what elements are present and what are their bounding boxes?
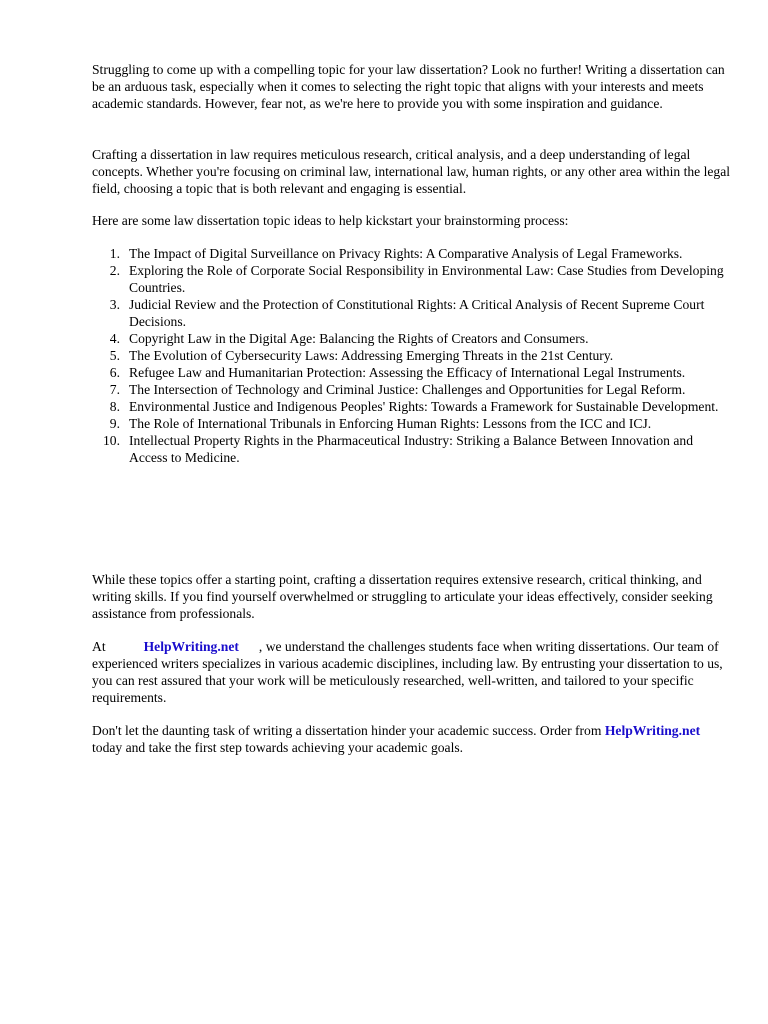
intro-paragraph: Struggling to come up with a compelling topic for your law dissertation? Look no further! Writing a dissertation can be an arduous task, especially when it comes to selecting the right topic that aligns with your interests and meets academic standards. However, fear not, as we're here to provide you with some inspiration and guidance. <box>92 62 725 111</box>
list-item-text: Judicial Review and the Protection of Constitutional Rights: A Critical Analysis of Recent Supreme Court Decisions. <box>129 297 705 329</box>
service-text: , we understand the challenges students face when writing dissertations. Our team of experienced writers specializes in various academic disciplines, including law. By entrusting your dissertation to us, you can rest assured that your work will be meticulously researched, well-written, and tailored to your specific requirements. <box>92 639 723 705</box>
list-number: 10. <box>103 433 120 448</box>
list-item <box>92 432 732 466</box>
list-item-text: Environmental Justice and Indigenous Peoples' Rights: Towards a Framework for Sustainable Development. <box>129 399 719 414</box>
list-number: 5. <box>109 348 120 363</box>
list-item <box>92 398 732 415</box>
list-number: 9. <box>109 416 120 431</box>
list-item <box>92 330 732 347</box>
list-number: 1. <box>109 246 120 261</box>
list-item-text: Refugee Law and Humanitarian Protection: Assessing the Efficacy of International Legal Instruments. <box>129 365 686 380</box>
list-item <box>92 262 732 296</box>
closing-prefix: Don't let the daunting task of writing a dissertation hinder your academic success. Order from <box>92 723 602 738</box>
service-prefix: At <box>92 639 106 654</box>
helpwriting-link[interactable]: HelpWriting.net <box>604 723 701 738</box>
list-number: 4. <box>109 331 120 346</box>
list-item <box>92 296 732 330</box>
list-item-text: The Role of International Tribunals in Enforcing Human Rights: Lessons from the ICC and ICJ. <box>129 416 652 431</box>
starting-point-paragraph: While these topics offer a starting point, crafting a dissertation requires extensive research, critical thinking, and writing skills. If you find yourself overwhelmed or struggling to articulate your ideas effectively, consider seeking assistance from professionals. <box>92 572 713 621</box>
list-item <box>92 245 732 262</box>
list-item-text: The Intersection of Technology and Criminal Justice: Challenges and Opportunities for Legal Reform. <box>129 382 686 397</box>
list-item <box>92 364 732 381</box>
list-number: 3. <box>109 297 120 312</box>
topic-list <box>92 245 732 466</box>
closing-paragraph <box>92 722 732 756</box>
service-paragraph <box>92 638 732 706</box>
list-number: 7. <box>109 382 120 397</box>
list-item <box>92 415 732 432</box>
list-number: 2. <box>109 263 120 278</box>
list-item-text: The Impact of Digital Surveillance on Privacy Rights: A Comparative Analysis of Legal Frameworks. <box>129 246 683 261</box>
crafting-paragraph: Crafting a dissertation in law requires meticulous research, critical analysis, and a deep understanding of legal concepts. Whether you're focusing on criminal law, international law, human rights, or any other area within the legal field, choosing a topic that is both relevant and engaging is essential. <box>92 147 731 196</box>
list-number: 6. <box>109 365 120 380</box>
topic-lead-in: Here are some law dissertation topic ideas to help kickstart your brainstorming process: <box>92 213 569 228</box>
helpwriting-link[interactable]: HelpWriting.net <box>143 639 239 654</box>
list-item <box>92 381 732 398</box>
list-item <box>92 347 732 364</box>
list-number: 8. <box>109 399 120 414</box>
closing-suffix: today and take the first step towards achieving your academic goals. <box>92 740 464 755</box>
list-item-text: Intellectual Property Rights in the Pharmaceutical Industry: Striking a Balance Between Innovation and Access to Medicine. <box>129 433 693 465</box>
list-item-text: The Evolution of Cybersecurity Laws: Addressing Emerging Threats in the 21st Century. <box>129 348 614 363</box>
list-item-text: Exploring the Role of Corporate Social Responsibility in Environmental Law: Case Studies from Developing Countries. <box>129 263 724 295</box>
list-item-text: Copyright Law in the Digital Age: Balancing the Rights of Creators and Consumers. <box>129 331 589 346</box>
